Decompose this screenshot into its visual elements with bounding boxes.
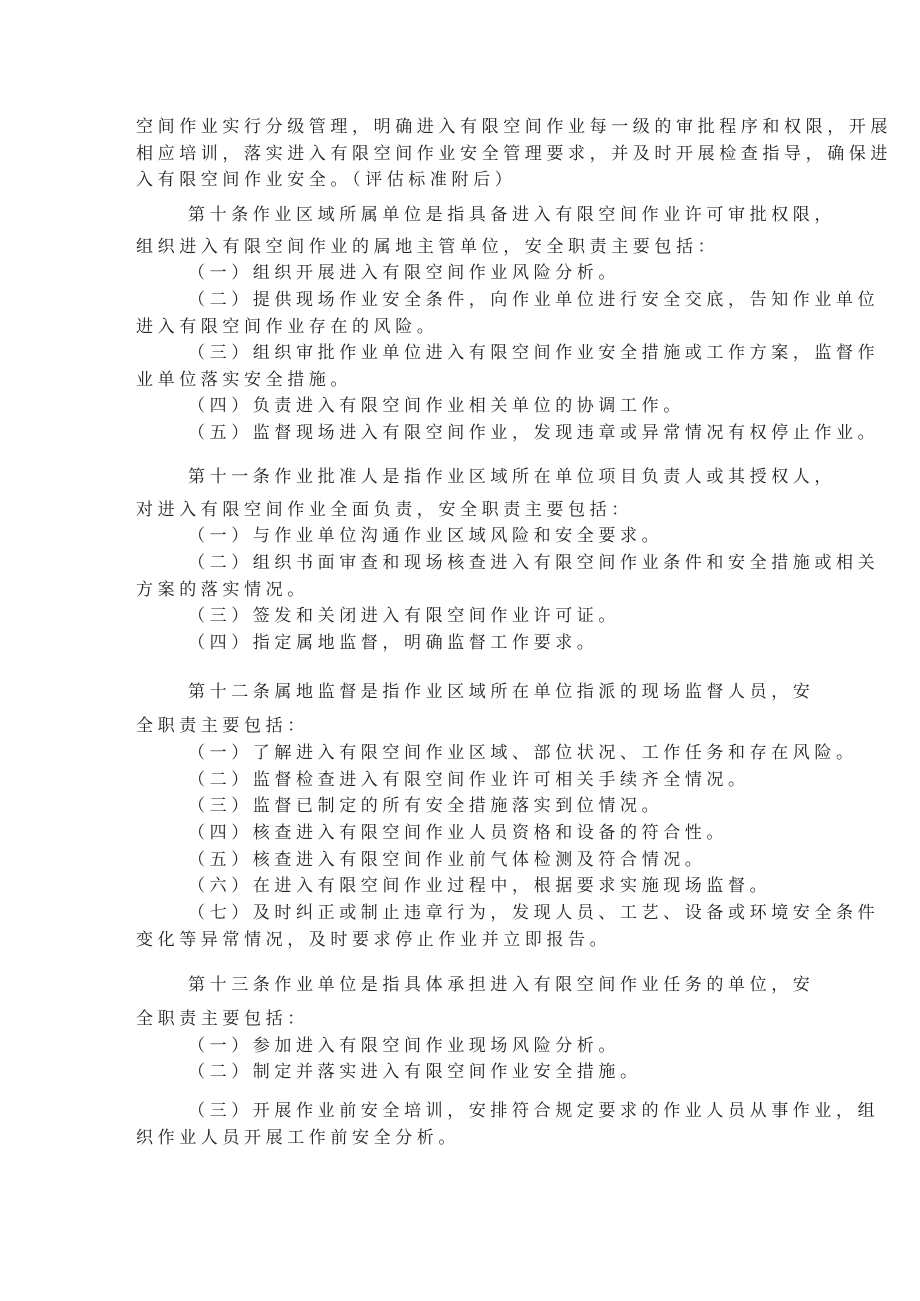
article-heading: 第十条作业区域所属单位是指具备进入有限空间作业许可审批权限， [188, 205, 836, 225]
article-heading-continuation: 全职责主要包括： [136, 1009, 309, 1029]
list-item: （五）监督现场进入有限空间作业，发现违章或异常情况有权停止作业。 [188, 423, 880, 443]
list-item: （二）提供现场作业安全条件，向作业单位进行安全交底，告知作业单位 [188, 290, 880, 310]
list-item: （二）监督检查进入有限空间作业许可相关手续齐全情况。 [188, 770, 750, 790]
list-item-continuation: 织作业人员开展工作前安全分析。 [136, 1128, 460, 1148]
article-heading-continuation: 对进入有限空间作业全面负责，安全职责主要包括： [136, 500, 633, 520]
article-heading-continuation: 全职责主要包括： [136, 716, 309, 736]
list-item-continuation: 进入有限空间作业存在的风险。 [136, 317, 439, 337]
list-item: （一）了解进入有限空间作业区域、部位状况、工作任务和存在风险。 [188, 743, 858, 763]
list-item-continuation: 方案的落实情况。 [136, 580, 309, 600]
list-item-continuation: 变化等异常情况，及时要求停止作业并立即报告。 [136, 930, 612, 950]
paragraph-line: 相应培训，落实进入有限空间作业安全管理要求，并及时开展检查指导，确保进 [136, 144, 892, 164]
list-item-continuation: 业单位落实安全措施。 [136, 370, 352, 390]
list-item: （三）开展作业前安全培训，安排符合规定要求的作业人员从事作业，组 [188, 1101, 880, 1121]
list-item: （六）在进入有限空间作业过程中，根据要求实施现场监督。 [188, 876, 772, 896]
list-item: （一）组织开展进入有限空间作业风险分析。 [188, 263, 620, 283]
list-item: （七）及时纠正或制止违章行为，发现人员、工艺、设备或环境安全条件 [188, 903, 880, 923]
list-item: （四）负责进入有限空间作业相关单位的协调工作。 [188, 396, 685, 416]
list-item: （五）核查进入有限空间作业前气体检测及符合情况。 [188, 850, 707, 870]
list-item: （四）核查进入有限空间作业人员资格和设备的符合性。 [188, 823, 728, 843]
list-item: （一）参加进入有限空间作业现场风险分析。 [188, 1036, 620, 1056]
list-item: （三）监督已制定的所有安全措施落实到位情况。 [188, 796, 664, 816]
list-item: （三）组织审批作业单位进入有限空间作业安全措施或工作方案，监督作 [188, 343, 880, 363]
list-item: （三）签发和关闭进入有限空间作业许可证。 [188, 606, 620, 626]
article-heading: 第十三条作业单位是指具体承担进入有限空间作业任务的单位，安 [188, 975, 815, 995]
article-heading-continuation: 组织进入有限空间作业的属地主管单位，安全职责主要包括： [136, 237, 720, 257]
article-heading: 第十二条属地监督是指作业区域所在单位指派的现场监督人员，安 [188, 682, 815, 702]
list-item: （四）指定属地监督，明确监督工作要求。 [188, 633, 599, 653]
list-item: （二）制定并落实进入有限空间作业安全措施。 [188, 1062, 642, 1082]
paragraph-line: 入有限空间作业安全。（评估标准附后） [136, 170, 517, 190]
article-heading: 第十一条作业批准人是指作业区域所在单位项目负责人或其授权人， [188, 467, 836, 487]
list-item: （二）组织书面审查和现场核查进入有限空间作业条件和安全措施或相关 [188, 553, 880, 573]
paragraph-line: 空间作业实行分级管理，明确进入有限空间作业每一级的审批程序和权限，开展 [136, 117, 892, 137]
list-item: （一）与作业单位沟通作业区域风险和安全要求。 [188, 526, 664, 546]
